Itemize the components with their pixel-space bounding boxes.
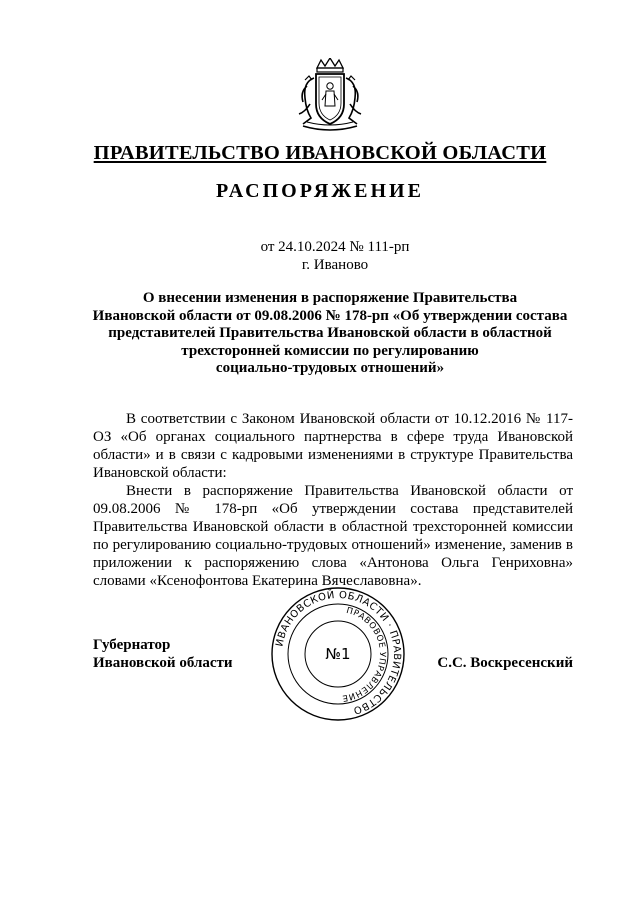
city: г. Иваново — [301, 257, 369, 273]
stamp-number: №1 — [325, 645, 351, 663]
subject-line: представителей Правительства Ивановской области в областной — [108, 325, 552, 341]
signer-title-line: Ивановской области — [93, 655, 233, 671]
organization-title: ПРАВИТЕЛЬСТВО ИВАНОВСКОЙ ОБЛАСТИ — [93, 142, 547, 164]
official-stamp — [270, 586, 406, 722]
signer-title-line: Губернатор — [93, 637, 171, 653]
subject-line: О внесении изменения в распоряжение Правительства — [142, 290, 518, 306]
body-paragraph: В соответствии с Законом Ивановской области от 10.12.2016 № 117-ОЗ «Об органах социального партнерства в сфере труда Ивановской области» и в связи с кадровыми изменениями в структуре Правительства Ивановской области: — [93, 411, 573, 481]
document-subject — [80, 290, 580, 378]
document-body — [93, 410, 573, 590]
stamp-ring-text: ИВАНОВСКОЙ ОБЛАСТИ · ПРАВИТЕЛЬСТВО — [274, 589, 403, 716]
document-type: РАСПОРЯЖЕНИЕ — [216, 180, 424, 202]
signer-name: С.С. Воскресенский — [437, 655, 573, 671]
date-number: от 24.10.2024 № 111-рп — [260, 239, 410, 255]
subject-line: социально-трудовых отношений» — [215, 360, 445, 376]
subject-line: Ивановской области от 09.08.2006 № 178-рп «Об утверждении состава — [92, 307, 568, 324]
date-block — [0, 238, 640, 274]
subject-line: трехсторонней комиссии по регулированию — [181, 342, 479, 359]
coat-of-arms-icon — [295, 58, 365, 132]
body-paragraph: Внести в распоряжение Правительства Ивановской области от 09.08.2006 № 178-рп «Об утверждении состава представителей Правительства Ивановской области в областной трехсторонней комиссии по регулированию социально-трудовых отношений» изменение, заменив в приложении к распоряжению слова «Антонова Ольга Генриховна» словами «Ксенофонтова Екатерина Вячеславовна». — [93, 483, 573, 589]
stamp-inner-text: ПРАВОВОЕ УПРАВЛЕНИЕ — [341, 605, 388, 703]
signer-title — [93, 636, 233, 672]
